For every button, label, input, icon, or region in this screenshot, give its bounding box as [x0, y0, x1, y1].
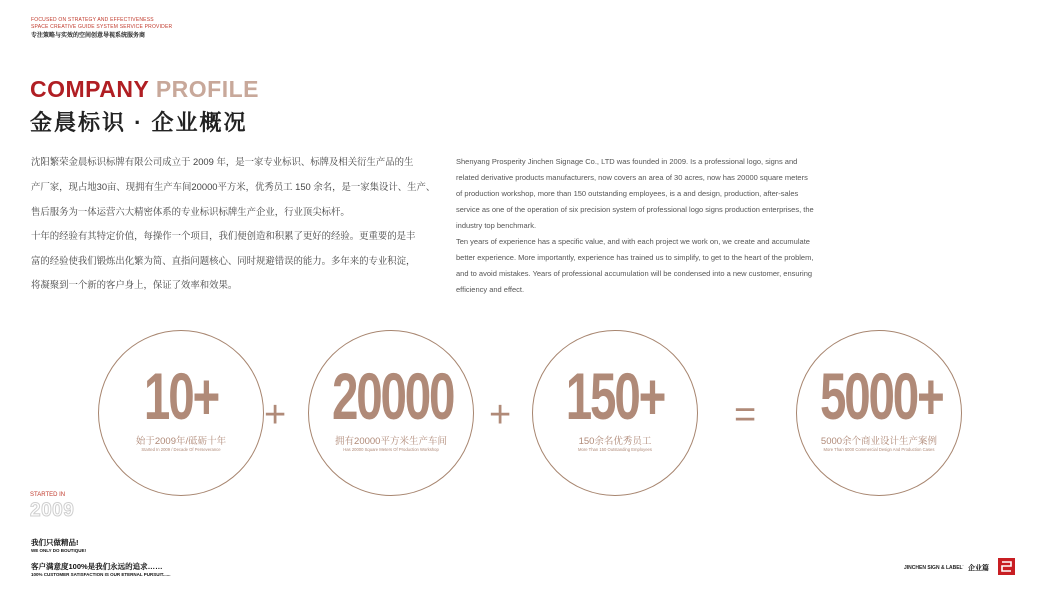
intro-cn-line4: 十年的经验有其特定价值，每操作一个项目，我们便创造和积累了更好的经验。更重要的是丰 [31, 230, 416, 241]
brand-logo-icon [998, 558, 1015, 575]
slogan-boutique-cn: 我们只做精品! [31, 538, 79, 547]
slogan-satisfaction-cn: 客户满意度100%是我们永远的追求…… [31, 562, 163, 571]
stat-circle-employees [532, 330, 698, 496]
title-en-profile: PROFILE [155, 76, 260, 102]
equals-sign: = [734, 394, 757, 436]
stat-caption-en: More Than 150 Outstanding Employees [578, 447, 652, 452]
stat-caption-en: Started In 2009 / Decade Of Perseverance [141, 447, 221, 452]
slogan-satisfaction-en: 100% CUSTOMER SATISFACTION IS OUR ETERNAL PURSUIT...... [31, 572, 171, 577]
started-year: 2009 [30, 500, 75, 521]
page-title-en [30, 76, 259, 103]
slogan-boutique-en: WE ONLY DO BOUTIQUE! [31, 548, 87, 553]
stat-circle-cases [796, 330, 962, 496]
intro-cn-line6: 将凝聚到一个新的客户身上，保证了效率和效果。 [31, 279, 238, 290]
plus-sign: + [264, 394, 287, 436]
footer-brand: JINCHEN SIGN & LABEL [904, 565, 963, 571]
intro-en-line4: service as one of the operation of six precision system of professional logo signs production enterprises, the [456, 205, 814, 214]
intro-cn-line5: 富的经验使我们锻炼出化繁为简、直指问题核心、同时规避错误的能力。多年来的专业积淀， [31, 255, 416, 266]
intro-en-line5: industry top benchmark. [456, 221, 537, 230]
intro-en-line2: related derivative products manufacturers, now covers an area of 30 acres, now has 20000 square meters [456, 173, 808, 182]
intro-en-line9: efficiency and effect. [456, 285, 525, 294]
stat-caption-cn: 5000余个商业设计生产案例 [820, 436, 938, 447]
intro-en-line8: and to avoid mistakes. Years of professional accumulation will be condensed into a new customer, ensuring [456, 269, 813, 278]
stat-circle-years [98, 330, 264, 496]
header-en-line1: FOCUSED ON STRATEGY AND EFFECTIVENESS [31, 17, 154, 23]
intro-cn-line1: 沈阳繁荣金晨标识标牌有限公司成立于 2009 年，是一家专业标识、标牌及相关衍生产品的生 [31, 156, 414, 167]
plus-sign: + [489, 394, 512, 436]
stat-value: 5000+ [819, 359, 943, 433]
stat-value: 10+ [143, 359, 219, 433]
footer-section-name: 企业篇 [968, 565, 989, 572]
intro-en-line7: better experience. More importantly, experience has trained us to simplify, to get to the heart of the problem, [456, 253, 814, 262]
intro-en-line3: of production workshop, more than 150 outstanding employees, is a and design, production, after-sales [456, 189, 799, 198]
stat-caption-en: Has 20000 Square Meters Of Production Workshop [343, 447, 439, 452]
intro-en-line6: Ten years of experience has a specific value, and with each project we work on, we create and accumulate [456, 237, 810, 246]
title-en-company: COMPANY [30, 76, 149, 102]
stat-caption-cn: 始于2009年/砥砺十年 [135, 436, 227, 447]
stat-circle-workshop [308, 330, 474, 496]
intro-cn-line2: 产厂家，现占地30亩、现拥有生产车间20000平方米，优秀员工 150 余名，是一家集设计、生产、 [31, 181, 436, 192]
stat-value: 20000 [331, 359, 454, 433]
intro-en-line1: Shenyang Prosperity Jinchen Signage Co., LTD was founded in 2009. Is a professional logo, signs and [456, 157, 798, 166]
header-en-line2: SPACE CREATIVE GUIDE SYSTEM SERVICE PROVIDER [31, 24, 173, 30]
stat-caption-en: More Than 5000 Commercial Design And Production Cases [823, 447, 935, 452]
started-label: STARTED IN [30, 492, 66, 498]
stat-caption-cn: 150余名优秀员工 [578, 436, 652, 447]
intro-cn-line3: 售后服务为一体运营六大精密体系的专业标识标牌生产企业，行业顶尖标杆。 [31, 206, 350, 217]
header-cn: 专注策略与实效的空间创意导视系统服务商 [31, 33, 146, 39]
page-title-cn: 金晨标识 · 企业概况 [30, 110, 248, 135]
footer-separator: · [962, 563, 964, 569]
stat-value: 150+ [565, 359, 665, 433]
top-header [31, 17, 172, 41]
stat-caption-cn: 拥有20000平方米生产车间 [335, 436, 447, 447]
